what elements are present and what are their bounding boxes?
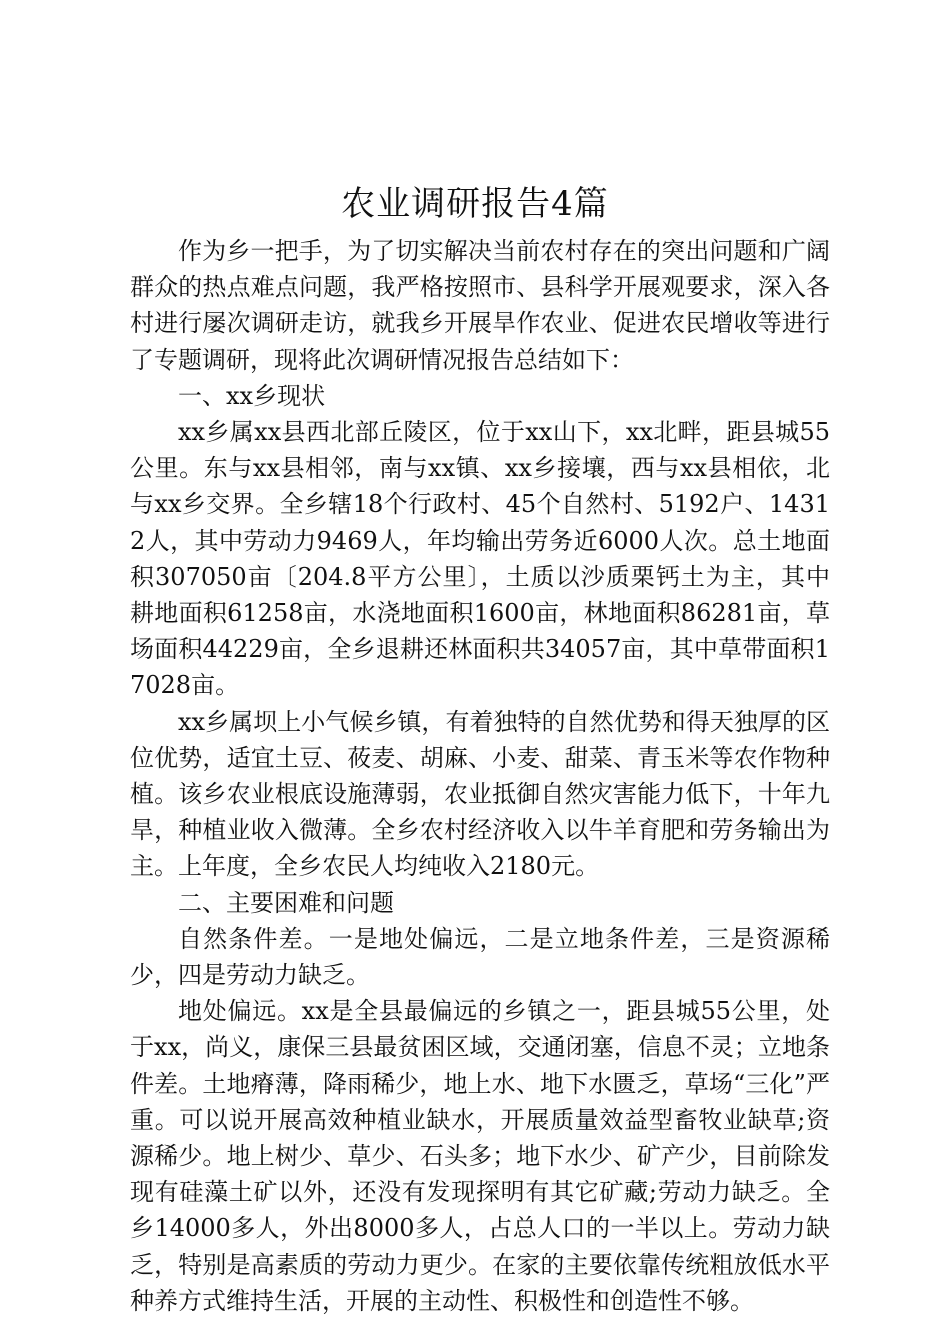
- paragraph-climate: xx乡属坝上小气候乡镇，有着独特的自然优势和得天独厚的区位优势，适宜土豆、莜麦、胡麻、小麦、甜菜、青玉米等农作物种植。该乡农业根底设施薄弱，农业抵御自然灾害能力低下，十年九旱，种植业收入微薄。全乡农村经济收入以牛羊育肥和劳务输出为主。上年度，全乡农民人均纯收入2180元。: [130, 707, 830, 881]
- paragraph-conditions: 自然条件差。一是地处偏远，二是立地条件差，三是资源稀少，四是劳动力缺乏。: [130, 924, 830, 990]
- section-heading-problems: 二、主要困难和问题: [178, 888, 394, 917]
- document-body: [130, 233, 830, 1319]
- document-title: 农业调研报告4篇: [341, 184, 609, 224]
- paragraph-details: 地处偏远。xx是全县最偏远的乡镇之一，距县城55公里，处于xx，尚义，康保三县最贫困区域，交通闭塞，信息不灵；立地条件差。土地瘠薄，降雨稀少，地上水、地下水匮乏，草场“三化”严重。可以说开展高效种植业缺水，开展质量效益型畜牧业缺草;资源稀少。地上树少、草少、石头多；地下水少、矿产少，目前除发现有硅藻土矿以外，还没有发现探明有其它矿藏;劳动力缺乏。全乡14000多人，外出8000多人，占总人口的一半以上。劳动力缺乏，特别是高素质的劳动力更少。在家的主要依靠传统粗放低水平种养方式维持生活，开展的主动性、积极性和创造性不够。: [130, 997, 830, 1315]
- paragraph-intro: 作为乡一把手，为了切实解决当前农村存在的突出问题和广阔群众的热点难点问题，我严格按照市、县科学开展观要求，深入各村进行屡次调研走访，就我乡开展旱作农业、促进农民增收等进行了专题调研，现将此次调研情况报告总结如下：: [130, 237, 830, 374]
- paragraph-geography: xx乡属xx县西北部丘陵区，位于xx山下，xx北畔，距县城55公里。东与xx县相邻，南与xx镇、xx乡接壤，西与xx县相依，北与xx乡交界。全乡辖18个行政村、45个自然村、5192户、14312人，其中劳动力9469人，年均输出劳务近6000人次。总土地面积307050亩〔204.8平方公里〕，土质以沙质栗钙土为主，其中耕地面积61258亩，水浇地面积1600亩，林地面积86281亩，草场面积44229亩，全乡退耕还林面积共34057亩，其中草带面积17028亩。: [130, 418, 830, 700]
- section-heading-status: 一、xx乡现状: [178, 381, 326, 410]
